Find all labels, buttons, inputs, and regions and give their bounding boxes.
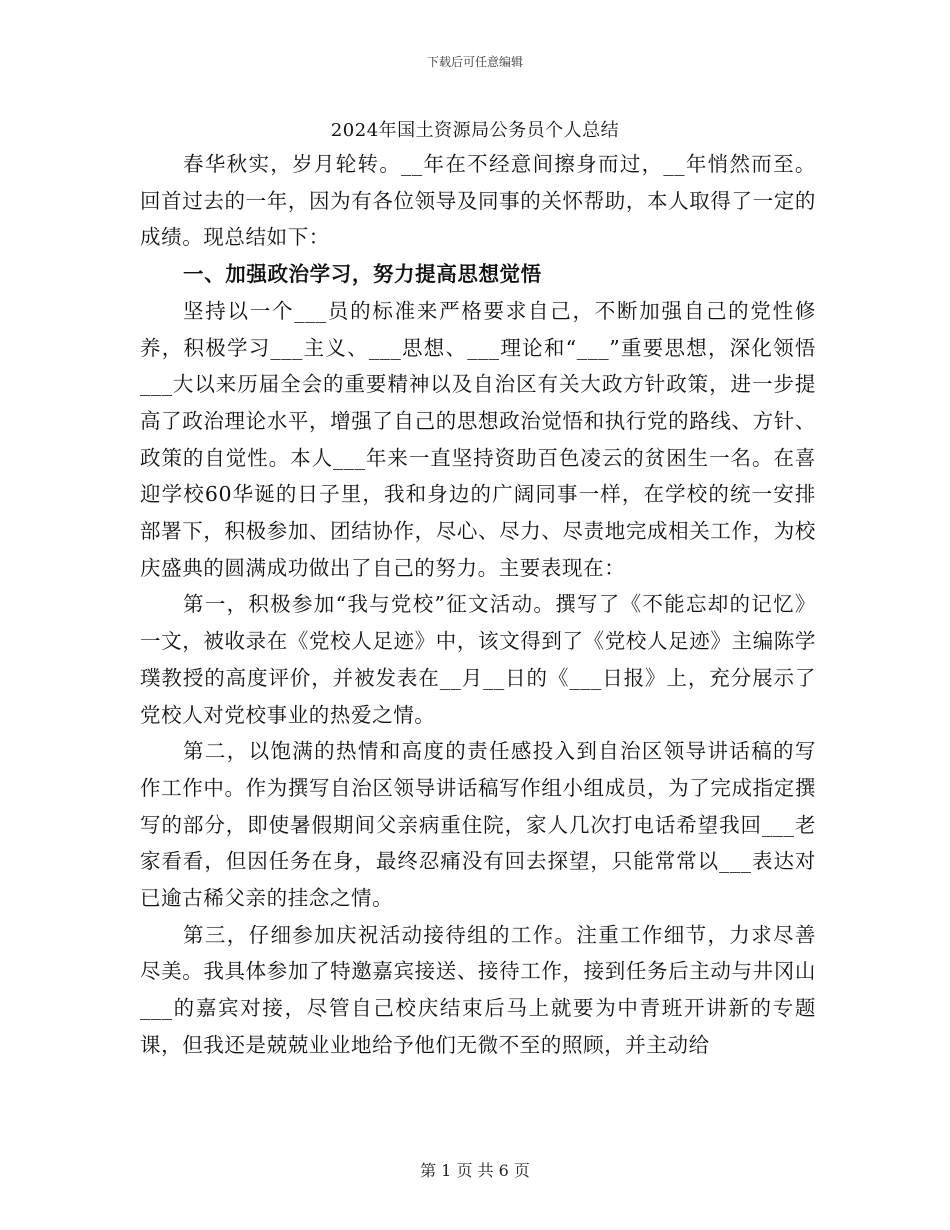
header-note: 下载后可任意编辑 (426, 55, 523, 69)
paragraph-intro: 春华秋实，岁月轮转。__年在不经意间擦身而过，__年悄然而至。回首过去的一年，因为有各位领导及同事的关怀帮助，本人取得了一定的成绩。现总结如下： (140, 152, 816, 250)
paragraph-third: 第三，仔细参加庆祝活动接待组的工作。注重工作细节，力求尽善尽美。我具体参加了特邀嘉宾接送、接待工作，接到任务后主动与井冈山___的嘉宾对接，尽管自己校庆结束后马上就要为中青班开讲新的专题课，但我还是兢兢业业地给予他们无微不至的照顾，并主动给 (140, 922, 816, 1057)
document-body (140, 146, 816, 1064)
paragraph-first: 第一，积极参加“我与党校”征文活动。撰写了《不能忘却的记忆》一文，被收录在《党校人足迹》中，该文得到了《党校人足迹》主编陈学璞教授的高度评价，并被发表在__月__日的《___日报》上，充分展示了党校人对党校事业的热爱之情。 (140, 592, 816, 727)
page-footer: 第 1 页 共 6 页 (420, 1161, 530, 1180)
paragraph-political-study: 坚持以一个___员的标准来严格要求自己，不断加强自己的党性修养，积极学习___主义、___思想、___理论和“___”重要思想，深化领悟___大以来历届全会的重要精神以及自治区有关大政方针政策，进一步提高了政治理论水平，增强了自己的思想政治觉悟和执行党的路线、方针、政策的自觉性。本人___年来一直坚持资助百色凌云的贫困生一名。在喜迎学校60华诞的日子里，我和身边的广阔同事一样，在学校的统一安排部署下，积极参加、团结协作，尽心、尽力、尽责地完成相关工作，为校庆盛典的圆满成功做出了自己的努力。主要表现在： (140, 298, 816, 580)
document-title: 2024年国土资源局公务员个人总结 (330, 120, 620, 141)
paragraph-second: 第二，以饱满的热情和高度的责任感投入到自治区领导讲话稿的写作工作中。作为撰写自治区领导讲话稿写作组小组成员，为了完成指定撰写的部分，即使暑假期间父亲病重住院，家人几次打电话希望我回___老家看看，但因任务在身，最终忍痛没有回去探望，只能常常以___表达对已逾古稀父亲的挂念之情。 (140, 739, 816, 911)
section-heading: 一、加强政治学习，努力提高思想觉悟 (183, 262, 542, 287)
